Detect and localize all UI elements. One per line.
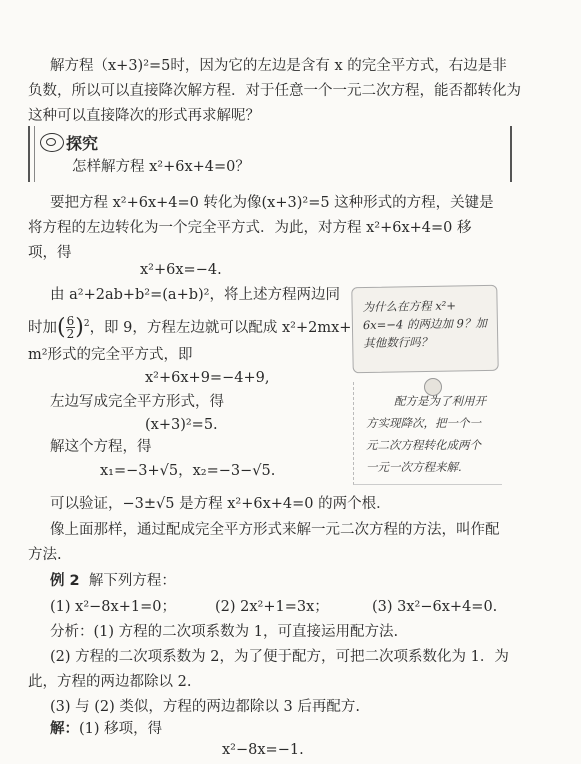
method-line1: 像上面那样，通过配成完全平方形式来解一元二次方程的方法，叫作配: [50, 522, 500, 538]
equation-2: x²+6x+9=−4+9,: [145, 370, 270, 386]
margin-note-question: [351, 285, 498, 374]
analysis-2-line2: 此，方程的两边都除以 2.: [28, 674, 192, 690]
example-label: 例 2: [50, 573, 80, 589]
para3-line2-start: 时加: [28, 319, 57, 336]
note2-line3: 元二次方程转化成两个: [366, 438, 481, 452]
example-problem-2: (2) 2x²+1=3x；: [215, 599, 329, 615]
solution-step-1: (1) 移项，得: [79, 721, 163, 737]
example-title: 解下列方程：: [88, 573, 176, 589]
para3-line2-end: ，即 9，方程左边就可以配成 x²+2mx+: [89, 319, 352, 336]
para3-line2: 时加( $\frac{6}{2}$ )$^2$，即 9，方程左边就可以配成 x²+2mx+: [28, 314, 352, 342]
para2-line1: 要把方程 x²+6x+4=0 转化为像(x+3)²=5 这种形式的方程，关键是: [50, 195, 494, 211]
note2-line4: 一元一次方程来解.: [366, 460, 462, 474]
note1-line2: 6x=−4 的两边加 9？加: [362, 315, 488, 333]
solution-line: [50, 719, 162, 739]
para1-line2: 负数，所以可以直接降次解方程．对于任意一个一元二次方程，能否都转化为: [28, 83, 521, 99]
equation-1: x²+6x=−4.: [140, 262, 222, 278]
para1-line3: 这种可以直接降次的形式再求解呢？: [28, 108, 260, 124]
solution-equation: x²−8x=−1.: [222, 742, 304, 758]
para1-line1: 解方程（x+3)²=5时，因为它的左边是含有 x 的完全平方式，右边是非: [50, 58, 507, 74]
left-side-line: 左边写成完全平方形式，得: [50, 394, 224, 410]
para2-line2: 将方程的左边转化为一个完全平方式．为此，对方程 x²+6x+4=0 移: [28, 220, 472, 236]
verify-line: 可以验证，−3±√5 是方程 x²+6x+4=0 的两个根．: [50, 496, 391, 512]
note1-line3: 其他数行吗？: [363, 334, 433, 351]
para2-line3: 项，得: [28, 245, 72, 261]
example-heading: [50, 571, 176, 591]
fraction-6-2: $\frac{6}{2}$: [66, 314, 75, 342]
note2-line1: 配方是为了利用开: [394, 394, 486, 408]
solve-line: 解这个方程，得: [50, 439, 152, 455]
analysis-3: (3) 与 (2) 类似，方程的两边都除以 3 后再配方.: [50, 699, 360, 715]
explore-question: 怎样解方程 x²+6x+4=0？: [72, 159, 250, 175]
equation-4: x₁=−3+√5，x₂=−3−√5.: [100, 463, 276, 479]
margin-note-explanation: [353, 382, 502, 485]
equation-3: (x+3)²=5.: [145, 417, 218, 433]
solution-label: 解：: [50, 721, 79, 737]
analysis-2-line1: (2) 方程的二次项系数为 2，为了便于配方，可把二次项系数化为 1．为: [50, 649, 509, 665]
explore-icon: [40, 133, 64, 152]
para3-line3: m²形式的完全平方式，即: [28, 347, 193, 363]
analysis-1: 分析：(1) 方程的二次项系数为 1，可直接运用配方法.: [50, 624, 399, 640]
explore-title: 探究: [66, 134, 99, 153]
para3-line1: 由 a²+2ab+b²=(a+b)²，将上述方程两边同: [50, 287, 340, 303]
example-problem-3: (3) 3x²−6x+4=0.: [372, 599, 498, 615]
example-problem-1: (1) x²−8x+1=0；: [50, 599, 176, 615]
note1-line1: 为什么在方程 x²+: [362, 298, 457, 315]
method-line2: 方法.: [28, 547, 62, 563]
note2-line2: 方实现降次，把一个一: [366, 416, 481, 430]
